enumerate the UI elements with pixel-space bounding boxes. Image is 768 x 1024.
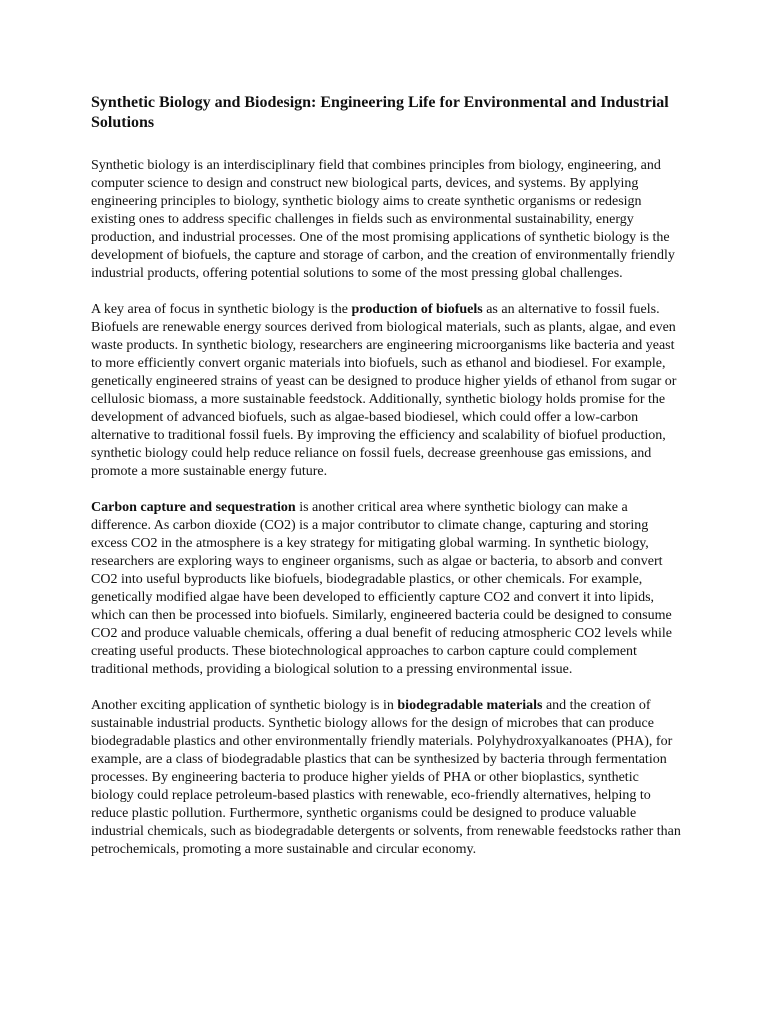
paragraph-carbon-capture-text: is another critical area where synthetic biology can make a difference. As carbon dioxide (CO2) is a major contributor to climate change, capturing and storing excess CO2 in the atmosphere is a key strategy for mitigating global warming. In synthetic biology, researchers are exploring ways to engineer organisms, such as algae or bacteria, to absorb and convert CO2 into useful byproducts like biofuels, biodegradable plastics, or other chemicals. For example, genetically modified algae have been developed to efficiently capture CO2 and convert it into lipids, which can then be processed into biofuels. Similarly, engineered bacteria could be designed to consume CO2 and produce valuable chemicals, offering a dual benefit of reducing atmospheric CO2 levels while creating useful products. These biotechnological approaches to carbon capture could complement traditional methods, providing a biological solution to a pressing environmental issue.	[91, 500, 672, 677]
paragraph-biodegradable	[91, 697, 681, 859]
paragraph-biodegradable-bold: biodegradable materials	[397, 698, 543, 713]
paragraph-biodegradable-text: and the creation of sustainable industrial products. Synthetic biology allows for the design of microbes that can produce biodegradable plastics and other environmentally friendly materials. Polyhydroxyalkanoates (PHA), for example, are a class of biodegradable plastics that can be synthesized by bacteria through fermentation processes. By engineering bacteria to produce higher yields of PHA or other bioplastics, synthetic biology could replace petroleum-based plastics with renewable, eco-friendly alternatives, helping to reduce plastic pollution. Furthermore, synthetic organisms could be designed to produce valuable industrial chemicals, such as biodegradable detergents or solvents, from renewable feedstocks rather than petrochemicals, promoting a more sustainable and circular economy.	[91, 698, 681, 857]
document-page	[91, 93, 681, 877]
paragraph-intro	[91, 157, 681, 283]
paragraph-biofuels	[91, 301, 681, 481]
paragraph-biodegradable-lead: Another exciting application of synthetic biology is in	[91, 698, 398, 713]
paragraph-carbon-capture-bold: Carbon capture and sequestration	[91, 500, 296, 515]
document-title: Synthetic Biology and Biodesign: Engineering Life for Environmental and Industrial Solutions	[91, 94, 669, 131]
paragraph-intro-text: Synthetic biology is an interdisciplinary field that combines principles from biology, engineering, and computer science to design and construct new biological parts, devices, and systems. By applying engineering principles to biology, synthetic biology aims to create synthetic organisms or redesign existing ones to address specific challenges in fields such as environmental sustainability, energy production, and industrial processes. One of the most promising applications of synthetic biology is the development of biofuels, the capture and storage of carbon, and the creation of environmentally friendly industrial products, offering potential solutions to some of the most pressing global challenges.	[91, 158, 675, 281]
paragraph-biofuels-bold: production of biofuels	[351, 302, 483, 317]
paragraph-biofuels-lead: A key area of focus in synthetic biology is the	[91, 302, 352, 317]
paragraph-carbon-capture	[91, 499, 681, 679]
paragraph-biofuels-text: as an alternative to fossil fuels. Biofuels are renewable energy sources derived from biological materials, such as plants, algae, and even waste products. In synthetic biology, researchers are engineering microorganisms like bacteria and yeast to more efficiently convert organic materials into biofuels, such as ethanol and biodiesel. For example, genetically engineered strains of yeast can be designed to produce higher yields of ethanol from sugar or cellulosic biomass, a more sustainable feedstock. Additionally, synthetic biology holds promise for the development of advanced biofuels, such as algae-based biodiesel, which could offer a low-carbon alternative to traditional fossil fuels. By improving the efficiency and scalability of biofuel production, synthetic biology could help reduce reliance on fossil fuels, decrease greenhouse gas emissions, and promote a more sustainable energy future.	[91, 302, 677, 479]
